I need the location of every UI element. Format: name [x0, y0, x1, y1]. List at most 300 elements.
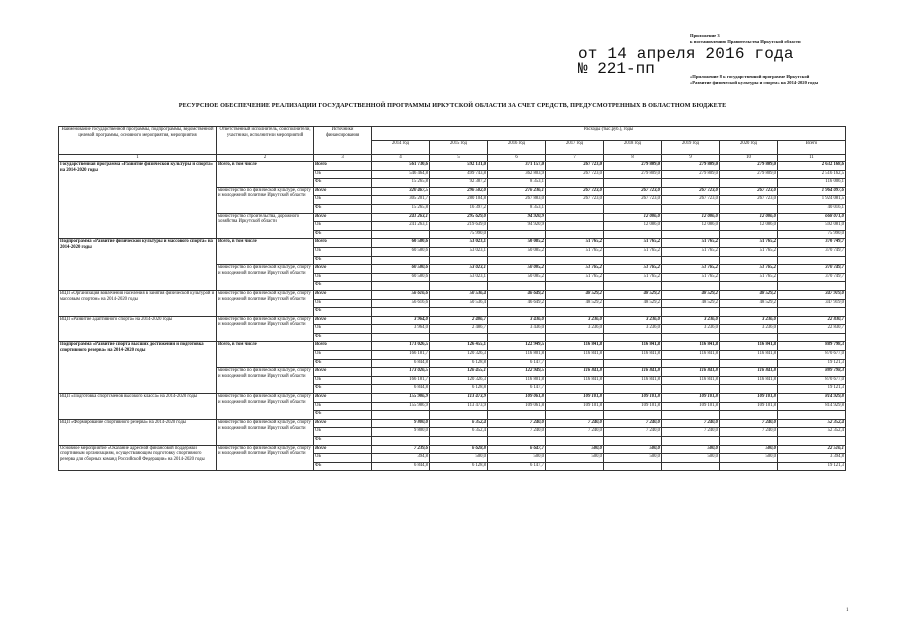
value-cell: 116 841,8: [604, 376, 662, 385]
value-cell: 50 536,4: [430, 299, 488, 308]
value-cell: 320 467,5: [372, 187, 430, 196]
value-cell: 116 841,8: [720, 342, 778, 351]
source-cell: ОБ: [314, 196, 372, 205]
table-row: [59, 290, 846, 299]
value-cell: 53 023,1: [430, 247, 488, 256]
value-cell: 12 086,0: [662, 222, 720, 231]
value-cell: 51 765,2: [662, 247, 720, 256]
value-cell: 295 629,0: [430, 213, 488, 222]
value-cell: 6 628,8: [430, 445, 488, 454]
value-cell: 173 026,5: [372, 342, 430, 351]
source-cell: ОБ: [314, 376, 372, 385]
stamp-date: от 14 апреля 2016 года: [578, 45, 794, 63]
value-cell: 116 841,8: [720, 368, 778, 377]
value-cell: 116 841,8: [604, 342, 662, 351]
source-cell: ФБ: [314, 179, 372, 188]
value-cell: [546, 437, 604, 446]
value-cell: 2 486,7: [430, 316, 488, 325]
value-cell: 3 964,0: [372, 316, 430, 325]
value-cell: 370 749,7: [778, 239, 846, 248]
source-cell: ОБ: [314, 299, 372, 308]
value-cell: 109 061,8: [488, 394, 546, 403]
value-cell: 7 240,0: [604, 419, 662, 428]
value-cell: [604, 204, 662, 213]
value-cell: [372, 230, 430, 239]
value-cell: 500,0: [720, 454, 778, 463]
value-cell: [372, 256, 430, 265]
value-cell: 1 964 097,6: [778, 187, 846, 196]
source-cell: Всего: [314, 394, 372, 403]
value-cell: [604, 308, 662, 317]
value-cell: 51 765,2: [604, 273, 662, 282]
value-cell: 51 765,2: [720, 273, 778, 282]
source-cell: ОБ: [314, 325, 372, 334]
value-cell: 113 473,9: [430, 394, 488, 403]
value-cell: 3 236,0: [662, 316, 720, 325]
value-cell: 3 436,0: [488, 325, 546, 334]
value-cell: [488, 308, 546, 317]
value-cell: 109 101,8: [662, 402, 720, 411]
value-cell: 50 536,4: [430, 290, 488, 299]
source-cell: ОБ: [314, 273, 372, 282]
value-cell: 48 529,2: [546, 299, 604, 308]
value-cell: 53 023,1: [430, 239, 488, 248]
value-cell: 166 181,7: [372, 351, 430, 360]
appendix-top-line: Приложение 3: [690, 33, 720, 38]
value-cell: 122 949,5: [488, 368, 546, 377]
value-cell: [430, 411, 488, 420]
value-cell: 2 486,7: [430, 325, 488, 334]
header-col-executor: Ответственный исполнитель, соисполнители, участники, исполнители мероприятий: [217, 127, 314, 155]
header-year: 2014 год: [372, 141, 430, 155]
source-cell: Всего: [314, 213, 372, 222]
value-cell: [778, 333, 846, 342]
value-cell: [372, 308, 430, 317]
value-cell: 19 121,3: [778, 359, 846, 368]
value-cell: 19 121,3: [778, 462, 846, 471]
appendix-top-line: к постановлению Правительства Иркутской области: [690, 39, 801, 44]
value-cell: [604, 179, 662, 188]
value-cell: 267 723,0: [546, 196, 604, 205]
value-cell: 116 841,8: [662, 342, 720, 351]
value-cell: 267 723,0: [720, 196, 778, 205]
header-col-number: 2: [217, 155, 314, 162]
value-cell: 46 649,2: [488, 290, 546, 299]
value-cell: 276 236,1: [488, 187, 546, 196]
value-cell: 109 101,8: [604, 402, 662, 411]
executor-cell: министерство по физической культуре, спорту и молодежной политике Иркутской области: [217, 419, 314, 445]
value-cell: 267 723,0: [546, 170, 604, 179]
value-cell: [546, 179, 604, 188]
value-cell: 109 061,8: [488, 402, 546, 411]
program-name-cell: Подпрограмма «Развитие спорта высших достижений и подготовка спортивного резерва» на 2014-2020 годы: [59, 342, 217, 394]
value-cell: 500,0: [488, 454, 546, 463]
value-cell: [604, 359, 662, 368]
value-cell: 3 394,8: [778, 454, 846, 463]
value-cell: 12 086,0: [662, 213, 720, 222]
value-cell: 94 920,9: [488, 222, 546, 231]
value-cell: 7 240,0: [546, 419, 604, 428]
value-cell: 280 104,8: [430, 196, 488, 205]
header-year: 2020 год: [720, 141, 778, 155]
value-cell: 370 749,7: [778, 247, 846, 256]
value-cell: 12 086,0: [604, 222, 662, 231]
source-cell: ОБ: [314, 351, 372, 360]
value-cell: 46 649,2: [488, 299, 546, 308]
source-cell: Всего: [314, 368, 372, 377]
value-cell: [662, 437, 720, 446]
source-cell: Всего: [314, 162, 372, 171]
value-cell: 50 085,2: [488, 247, 546, 256]
value-cell: [430, 308, 488, 317]
value-cell: [662, 333, 720, 342]
program-name-cell: ВЦП «Развитие адаптивного спорта» на 2014-2020 годы: [59, 316, 217, 342]
value-cell: 48 529,2: [604, 290, 662, 299]
value-cell: 40 016,1: [778, 204, 846, 213]
value-cell: 500,0: [546, 454, 604, 463]
source-cell: ФБ: [314, 230, 372, 239]
value-cell: 296 502,0: [430, 187, 488, 196]
value-cell: 53 023,1: [430, 273, 488, 282]
value-cell: [546, 308, 604, 317]
source-cell: Всего: [314, 342, 372, 351]
header-col-number: 9: [662, 155, 720, 162]
value-cell: [662, 230, 720, 239]
value-cell: 109 101,8: [720, 402, 778, 411]
value-cell: 51 765,2: [546, 247, 604, 256]
value-cell: 155 986,9: [372, 402, 430, 411]
value-cell: 1 924 081,5: [778, 196, 846, 205]
value-cell: 60 580,6: [372, 273, 430, 282]
value-cell: 51 765,2: [546, 265, 604, 274]
program-name-cell: Подпрограмма «Развитие физической культуры и массового спорта» на 2014-2020 годы: [59, 239, 217, 291]
value-cell: 116 841,8: [546, 342, 604, 351]
executor-cell: министерство по физической культуре, спорту и молодежной политике Иркутской области: [217, 265, 314, 291]
value-cell: [662, 462, 720, 471]
value-cell: 51 765,2: [546, 273, 604, 282]
executor-cell: министерство строительства, дорожного хозяйства Иркутской области: [217, 213, 314, 239]
value-cell: [546, 256, 604, 265]
value-cell: [546, 222, 604, 231]
value-cell: 2 516 162,5: [778, 170, 846, 179]
value-cell: 267 723,0: [604, 196, 662, 205]
value-cell: [720, 308, 778, 317]
executor-cell: министерство по физической культуре, спорту и молодежной политике Иркутской области: [217, 445, 314, 471]
value-cell: 7 240,0: [720, 428, 778, 437]
value-cell: 92 387,2: [430, 179, 488, 188]
value-cell: [430, 282, 488, 291]
value-cell: 889 798,3: [778, 368, 846, 377]
value-cell: 500,0: [604, 454, 662, 463]
source-cell: ФБ: [314, 385, 372, 394]
value-cell: 48 529,2: [720, 299, 778, 308]
value-cell: 51 765,2: [720, 265, 778, 274]
value-cell: [372, 411, 430, 420]
value-cell: [604, 437, 662, 446]
value-cell: 3 964,0: [372, 325, 430, 334]
value-cell: 279 809,0: [720, 170, 778, 179]
executor-cell: министерство по физической культуре, спорту и молодежной политике Иркутской области: [217, 187, 314, 213]
value-cell: 51 765,2: [546, 239, 604, 248]
value-cell: 7 240,0: [662, 428, 720, 437]
value-cell: [546, 213, 604, 222]
source-cell: Всего: [314, 445, 372, 454]
value-cell: 6 844,8: [372, 462, 430, 471]
executor-cell: министерство по физической культуре, спорту и молодежной политике Иркутской области: [217, 316, 314, 342]
value-cell: 116 841,8: [546, 368, 604, 377]
value-cell: 16 397,2: [430, 204, 488, 213]
value-cell: [662, 204, 720, 213]
value-cell: 347 919,0: [778, 290, 846, 299]
value-cell: [720, 230, 778, 239]
value-cell: 116 841,8: [720, 376, 778, 385]
header-col-name: Наименование государственной программы, подпрограммы, ведомственной целевой программы, основного мероприятия, мероприятия: [59, 127, 217, 155]
value-cell: [488, 256, 546, 265]
value-cell: [662, 282, 720, 291]
header-col-number: 1: [59, 155, 217, 162]
source-cell: ФБ: [314, 282, 372, 291]
value-cell: 116 841,8: [604, 351, 662, 360]
appendix-top: [690, 33, 880, 45]
value-cell: [778, 256, 846, 265]
value-cell: 279 809,0: [604, 162, 662, 171]
value-cell: 15 265,8: [372, 179, 430, 188]
value-cell: 3 236,0: [546, 316, 604, 325]
source-cell: ОБ: [314, 402, 372, 411]
value-cell: 500,0: [430, 454, 488, 463]
value-cell: 60 580,6: [372, 239, 430, 248]
value-cell: 6 844,8: [372, 385, 430, 394]
value-cell: 48 529,2: [604, 299, 662, 308]
value-cell: [546, 385, 604, 394]
value-cell: 48 529,2: [546, 290, 604, 299]
value-cell: [604, 256, 662, 265]
value-cell: 279 809,0: [662, 170, 720, 179]
value-cell: [546, 282, 604, 291]
value-cell: [720, 333, 778, 342]
value-cell: 267 723,0: [604, 187, 662, 196]
value-cell: [546, 462, 604, 471]
value-cell: 7 240,0: [604, 428, 662, 437]
value-cell: [546, 411, 604, 420]
source-cell: Всего: [314, 187, 372, 196]
executor-cell: министерство по физической культуре, спорту и молодежной политике Иркутской области: [217, 394, 314, 420]
executor-cell: Всего, в том числе: [217, 342, 314, 368]
value-cell: 51 765,2: [662, 265, 720, 274]
value-cell: 155 986,9: [372, 394, 430, 403]
value-cell: [372, 437, 430, 446]
appendix-lower-line: «Приложение 8 к государственной программе Иркутской: [690, 74, 810, 79]
source-cell: ФБ: [314, 308, 372, 317]
value-cell: [662, 359, 720, 368]
source-cell: ФБ: [314, 411, 372, 420]
value-cell: 51 765,2: [604, 239, 662, 248]
source-cell: Всего: [314, 265, 372, 274]
value-cell: 116 006,1: [778, 179, 846, 188]
value-cell: [778, 282, 846, 291]
value-cell: 19 121,3: [778, 385, 846, 394]
source-cell: Всего: [314, 290, 372, 299]
value-cell: 6 844,8: [372, 359, 430, 368]
value-cell: 6 647,7: [488, 445, 546, 454]
value-cell: 56 616,6: [372, 299, 430, 308]
program-name-cell: Основное мероприятие «Оказание адресной финансовой поддержки спортивным организациям, осуществляющим подготовку спортивного резерва для сборных команд Российской Федерации» на 2014-2020 годы: [59, 445, 217, 471]
value-cell: [662, 308, 720, 317]
header-row: [59, 127, 846, 141]
value-cell: 370 749,7: [778, 265, 846, 274]
value-cell: 241 263,1: [372, 222, 430, 231]
value-cell: 7 240,0: [488, 419, 546, 428]
source-cell: ФБ: [314, 462, 372, 471]
appendix-lower-line: «Развитие физической культуры и спорта» на 2014-2020 годы: [690, 80, 819, 85]
value-cell: 109 101,8: [720, 394, 778, 403]
value-cell: [720, 385, 778, 394]
value-cell: 12 086,0: [604, 213, 662, 222]
value-cell: 9 800,0: [372, 419, 430, 428]
source-cell: ОБ: [314, 247, 372, 256]
table-row: [59, 162, 846, 171]
date-stamp: [578, 47, 878, 77]
table-row: [59, 316, 846, 325]
value-cell: 53 023,1: [430, 265, 488, 274]
value-cell: [430, 256, 488, 265]
value-cell: 219 639,0: [430, 222, 488, 231]
table-row: [59, 445, 846, 454]
value-cell: 48 529,2: [662, 290, 720, 299]
value-cell: 116 841,8: [546, 351, 604, 360]
table-row: [59, 239, 846, 248]
value-cell: 22 830,7: [778, 316, 846, 325]
table-row: [59, 394, 846, 403]
value-cell: 22 830,7: [778, 325, 846, 334]
executor-cell: министерство по физической культуре, спорту и молодежной политике Иркутской области: [217, 290, 314, 316]
value-cell: 94 920,9: [488, 213, 546, 222]
value-cell: [604, 333, 662, 342]
value-cell: 267 883,0: [488, 196, 546, 205]
value-cell: 116 841,8: [546, 376, 604, 385]
value-cell: 51 765,2: [662, 239, 720, 248]
value-cell: 6 352,4: [430, 428, 488, 437]
value-cell: [720, 282, 778, 291]
value-cell: 120 326,3: [430, 376, 488, 385]
value-cell: [604, 385, 662, 394]
header-year: 2017 год: [546, 141, 604, 155]
value-cell: [662, 411, 720, 420]
value-cell: 12 086,0: [720, 222, 778, 231]
value-cell: 126 455,1: [430, 368, 488, 377]
value-cell: 362 803,9: [488, 170, 546, 179]
value-cell: 116 841,8: [604, 368, 662, 377]
table-row: [59, 342, 846, 351]
value-cell: 60 580,6: [372, 247, 430, 256]
value-cell: 116 801,8: [488, 376, 546, 385]
value-cell: [488, 282, 546, 291]
value-cell: [720, 359, 778, 368]
value-cell: [546, 359, 604, 368]
program-name-cell: Государственная программа «Развитие физической культуры и спорта» на 2014-2020 годы: [59, 162, 217, 239]
value-cell: 267 723,0: [662, 196, 720, 205]
value-cell: 814 929,8: [778, 394, 846, 403]
value-cell: 500,0: [604, 445, 662, 454]
value-cell: 116 841,8: [720, 351, 778, 360]
value-cell: 870 677,0: [778, 351, 846, 360]
value-cell: 561 730,6: [372, 162, 430, 171]
value-cell: [720, 462, 778, 471]
value-cell: [778, 411, 846, 420]
table-body: [59, 127, 846, 471]
value-cell: 6 147,7: [488, 462, 546, 471]
value-cell: 50 085,2: [488, 273, 546, 282]
value-cell: 546 464,8: [372, 170, 430, 179]
value-cell: 592 131,0: [430, 162, 488, 171]
executor-cell: Всего, в том числе: [217, 239, 314, 265]
value-cell: [488, 230, 546, 239]
value-cell: 116 841,8: [662, 368, 720, 377]
value-cell: 113 473,9: [430, 402, 488, 411]
value-cell: 305 201,7: [372, 196, 430, 205]
value-cell: 48 529,2: [720, 290, 778, 299]
value-cell: [604, 230, 662, 239]
value-cell: 889 798,3: [778, 342, 846, 351]
value-cell: 3 236,0: [662, 325, 720, 334]
document-title: РЕСУРСНОЕ ОБЕСПЕЧЕНИЕ РЕАЛИЗАЦИИ ГОСУДАРСТВЕННОЙ ПРОГРАММЫ ИРКУТСКОЙ ОБЛАСТИ ЗА СЧЕТ СРЕДСТВ, ПРЕДУСМОТРЕННЫХ В ОБЛАСТНОМ БЮДЖЕТЕ: [178, 102, 727, 109]
source-cell: ФБ: [314, 333, 372, 342]
program-name-cell: ВЦП «Подготовка спортсменов высокого класса» на 2014-2020 годы: [59, 394, 217, 420]
value-cell: 7 240,0: [488, 428, 546, 437]
executor-cell: Всего, в том числе: [217, 162, 314, 188]
program-name-cell: ВЦП «Организация вовлечения населения в занятия физической культурой и массовым спортом» на 2014-2020 годы: [59, 290, 217, 316]
value-cell: [720, 179, 778, 188]
source-cell: Всего: [314, 419, 372, 428]
value-cell: 3 436,0: [488, 316, 546, 325]
value-cell: 500,0: [662, 454, 720, 463]
program-name-cell: ВЦП «Формирование спортивного резерва» на 2014-2020 годы: [59, 419, 217, 445]
value-cell: 8 353,1: [488, 179, 546, 188]
value-cell: 60 580,6: [372, 265, 430, 274]
value-cell: 3 236,0: [546, 325, 604, 334]
value-cell: 3 236,0: [720, 316, 778, 325]
value-cell: 500,0: [720, 445, 778, 454]
source-cell: ОБ: [314, 222, 372, 231]
value-cell: 8 353,1: [488, 204, 546, 213]
value-cell: [662, 385, 720, 394]
value-cell: 279 809,0: [720, 162, 778, 171]
header-year: 2018 год: [604, 141, 662, 155]
value-cell: 592 081,0: [778, 222, 846, 231]
value-cell: 267 723,0: [546, 162, 604, 171]
value-cell: 109 101,8: [546, 394, 604, 403]
value-cell: 109 101,8: [604, 394, 662, 403]
header-year: 2015 год: [430, 141, 488, 155]
value-cell: [720, 437, 778, 446]
value-cell: [720, 411, 778, 420]
header-col-number: 3: [314, 155, 372, 162]
value-cell: 9 800,0: [372, 428, 430, 437]
stamp-number: № 221-пп: [578, 60, 655, 78]
value-cell: [778, 308, 846, 317]
value-cell: [720, 204, 778, 213]
value-cell: [372, 333, 430, 342]
value-cell: 6 128,8: [430, 385, 488, 394]
value-cell: 3 236,0: [604, 316, 662, 325]
value-cell: 500,0: [662, 445, 720, 454]
header-col-source: Источники финансирования: [314, 127, 372, 155]
value-cell: [488, 411, 546, 420]
value-cell: 51 765,2: [720, 239, 778, 248]
value-cell: 6 128,8: [430, 462, 488, 471]
value-cell: 51 765,2: [604, 247, 662, 256]
value-cell: 6 147,7: [488, 359, 546, 368]
